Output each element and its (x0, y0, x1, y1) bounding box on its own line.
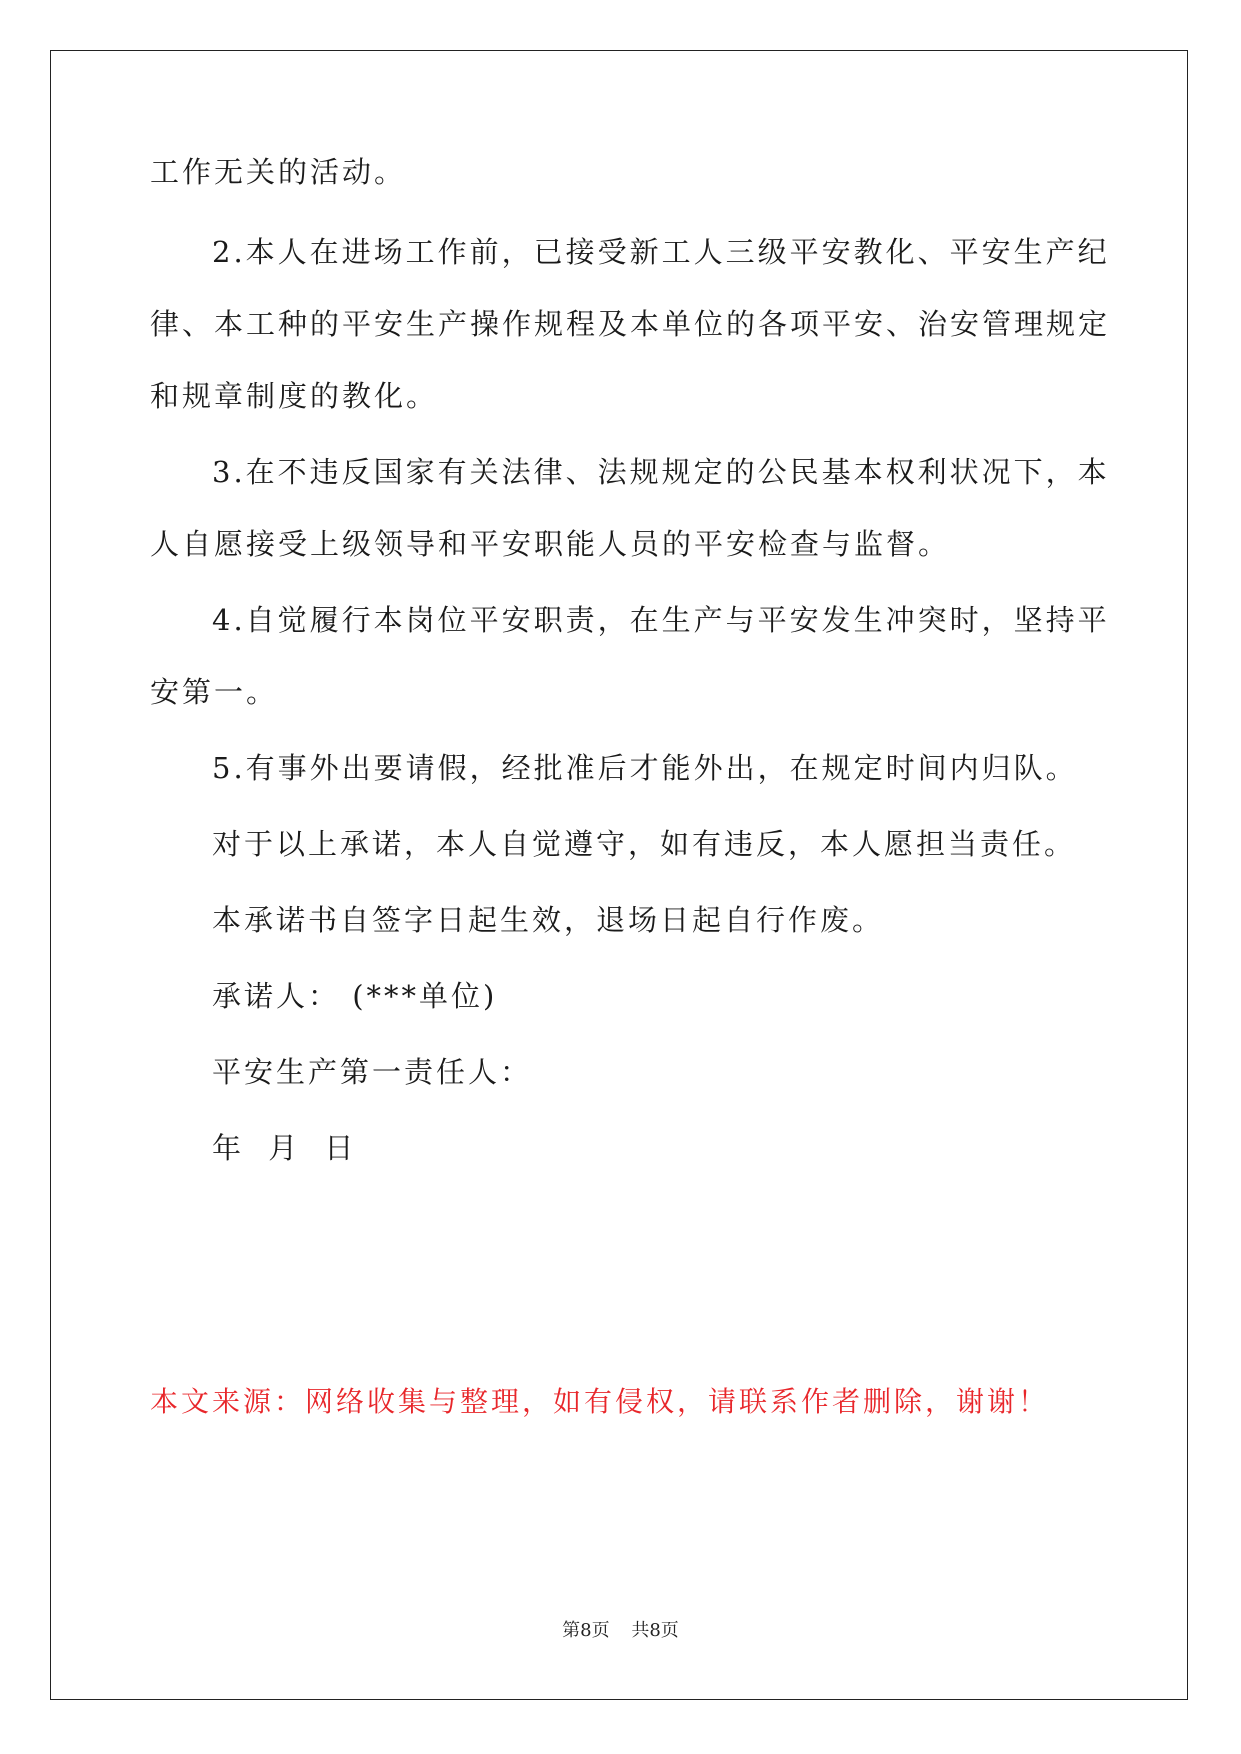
signatory-line: 承诺人： (***单位) (212, 979, 498, 1013)
paragraph-line: 安第一。 (150, 675, 279, 709)
page-footer (0, 1616, 1241, 1642)
total-pages-label: 共8页 (631, 1620, 679, 1641)
page-frame (50, 50, 1188, 1700)
source-note: 本文来源：网络收集与整理，如有侵权，请联系作者删除，谢谢！ (150, 1385, 1050, 1418)
paragraph-line: 人自愿接受上级领导和平安职能人员的平安检查与监督。 (150, 527, 951, 561)
paragraph-line: 5.有事外出要请假，经批准后才能外出，在规定时间内归队。 (212, 751, 1078, 785)
paragraph-line: 对于以上承诺，本人自觉遵守，如有违反，本人愿担当责任。 (212, 827, 1077, 861)
paragraph-line: 3.在不违反国家有关法律、法规规定的公民基本权利状况下，本 (212, 455, 1110, 489)
paragraph-line: 4.自觉履行本岗位平安职责，在生产与平安发生冲突时，坚持平 (212, 603, 1110, 637)
paragraph-line: 律、本工种的平安生产操作规程及本单位的各项平安、治安管理规定 (150, 307, 1111, 341)
date-line: 年 月 日 (212, 1131, 357, 1165)
paragraph-line: 2.本人在进场工作前，已接受新工人三级平安教化、平安生产纪 (212, 235, 1110, 269)
current-page-label: 第8页 (562, 1620, 610, 1641)
paragraph-line: 和规章制度的教化。 (150, 379, 439, 413)
responsible-person-line: 平安生产第一责任人： (212, 1055, 533, 1089)
paragraph-line: 本承诺书自签字日起生效，退场日起自行作废。 (212, 903, 885, 937)
paragraph-line: 工作无关的活动。 (150, 155, 407, 189)
